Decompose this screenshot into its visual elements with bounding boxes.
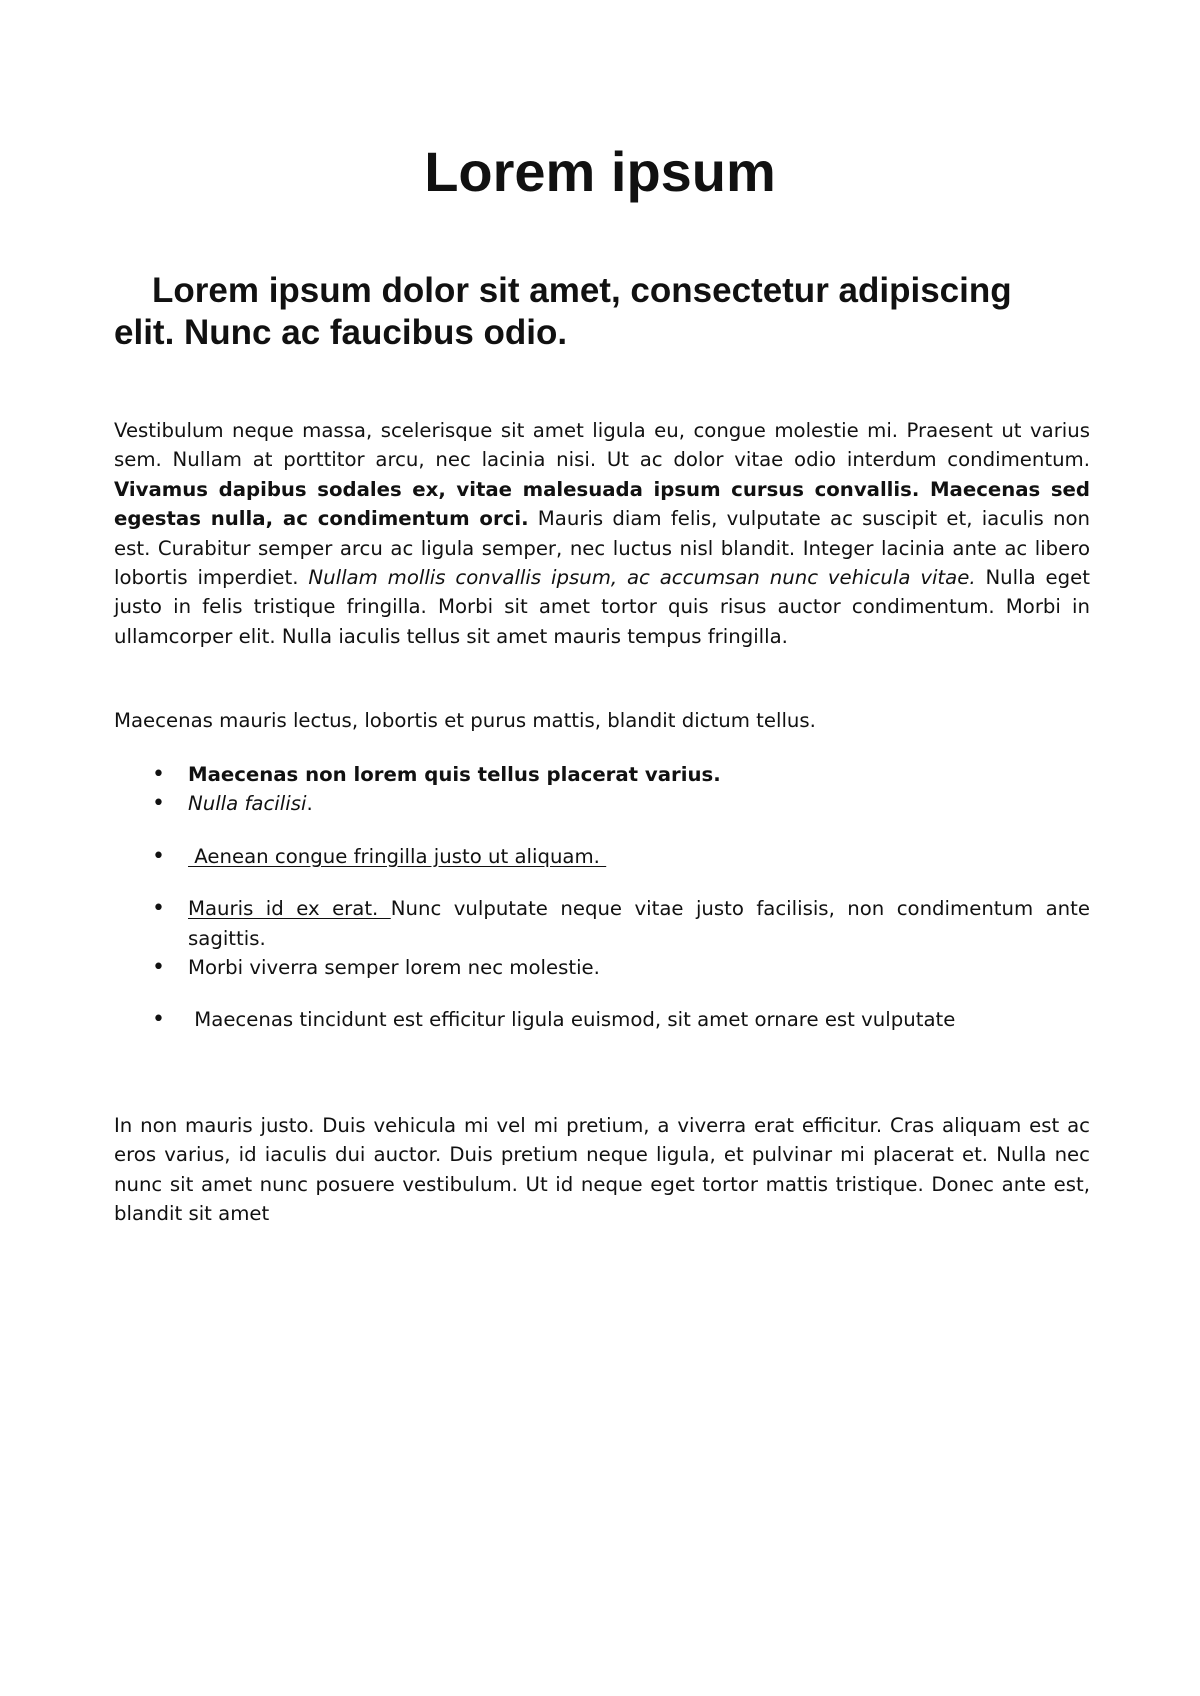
bullet-item-2-italic: Nulla facilisi xyxy=(188,792,307,816)
bullet-item-4 xyxy=(114,894,1090,953)
bullet-icon: • xyxy=(152,762,165,787)
paragraph-1-italic: Nullam mollis convallis ipsum, ac accumsan nunc vehicula vitae. xyxy=(308,566,976,590)
paragraph-1-intro: Vestibulum neque massa, scelerisque sit amet ligula eu, congue molestie mi. Praesent ut varius sem. Nullam at porttitor arcu, nec lacinia nisi. Ut ac dolor vitae odio interdum condimentum. xyxy=(114,419,1090,472)
paragraph-1-end: Nulla eget justo in felis tristique fringilla. Morbi sit amet tortor quis risus auctor condimentum. Morbi in ullamcorper elit. Nulla iaculis tellus sit amet mauris tempus fringilla. xyxy=(114,566,1090,648)
bullet-item-2-end: . xyxy=(306,792,313,816)
paragraph-2: Maecenas mauris lectus, lobortis et purus mattis, blandit dictum tellus. xyxy=(114,709,816,732)
bullet-icon: • xyxy=(152,791,165,817)
bullet-icon: • xyxy=(152,843,165,869)
bullet-item-4-text: Nunc vulputate neque vitae justo facilisis, non condimentum ante sagittis. xyxy=(188,897,1090,950)
bullet-icon: • xyxy=(152,896,165,922)
document-title: Lorem ipsum xyxy=(424,140,776,203)
bullet-item-4-underlined: Mauris id ex erat. xyxy=(188,897,391,921)
bullet-item-6 xyxy=(114,1005,1090,1034)
bullet-icon: • xyxy=(152,955,165,981)
paragraph-3: In non mauris justo. Duis vehicula mi vel mi pretium, a viverra erat efficitur. Cras aliquam est ac eros varius, id iaculis dui auctor. Duis pretium neque ligula, et pulvinar mi placerat et. Nulla nec nunc sit amet nunc posuere vestibulum. Ut id neque eget tortor mattis tristique. Donec ante est, blandit sit amet xyxy=(114,1114,1090,1226)
paragraph-1 xyxy=(114,416,1090,651)
bullet-item-3-text: Aenean congue fringilla justo ut aliquam. xyxy=(188,844,607,868)
bullet-icon: • xyxy=(152,1007,165,1033)
document-subtitle: Lorem ipsum dolor sit amet, consectetur adipiscing elit. Nunc ac faucibus odio. xyxy=(114,271,1012,352)
bullet-item-6-text: Maecenas tincidunt est efficitur ligula euismod, sit amet ornare est vulputate xyxy=(188,1008,956,1032)
bullet-list xyxy=(114,760,1090,1035)
bullet-item-2 xyxy=(114,789,1090,818)
bullet-item-3 xyxy=(114,842,1090,871)
paragraph-1-bold: Vivamus dapibus sodales ex, vitae malesuada ipsum cursus convallis. Maecenas sed egestas nulla, ac condimentum orci. xyxy=(114,477,1090,531)
paragraph-1-middle: Mauris diam felis, vulputate ac suscipit et, iaculis non est. Curabitur semper arcu ac ligula semper, nec luctus nisl blandit. Integer lacinia ante ac libero lobortis imperdiet. xyxy=(114,507,1090,590)
bullet-item-1 xyxy=(114,760,1090,789)
bullet-item-1-text: Maecenas non lorem quis tellus placerat varius. xyxy=(188,763,721,786)
bullet-item-5 xyxy=(114,953,1090,982)
bullet-item-5-text: Morbi viverra semper lorem nec molestie. xyxy=(188,956,600,980)
